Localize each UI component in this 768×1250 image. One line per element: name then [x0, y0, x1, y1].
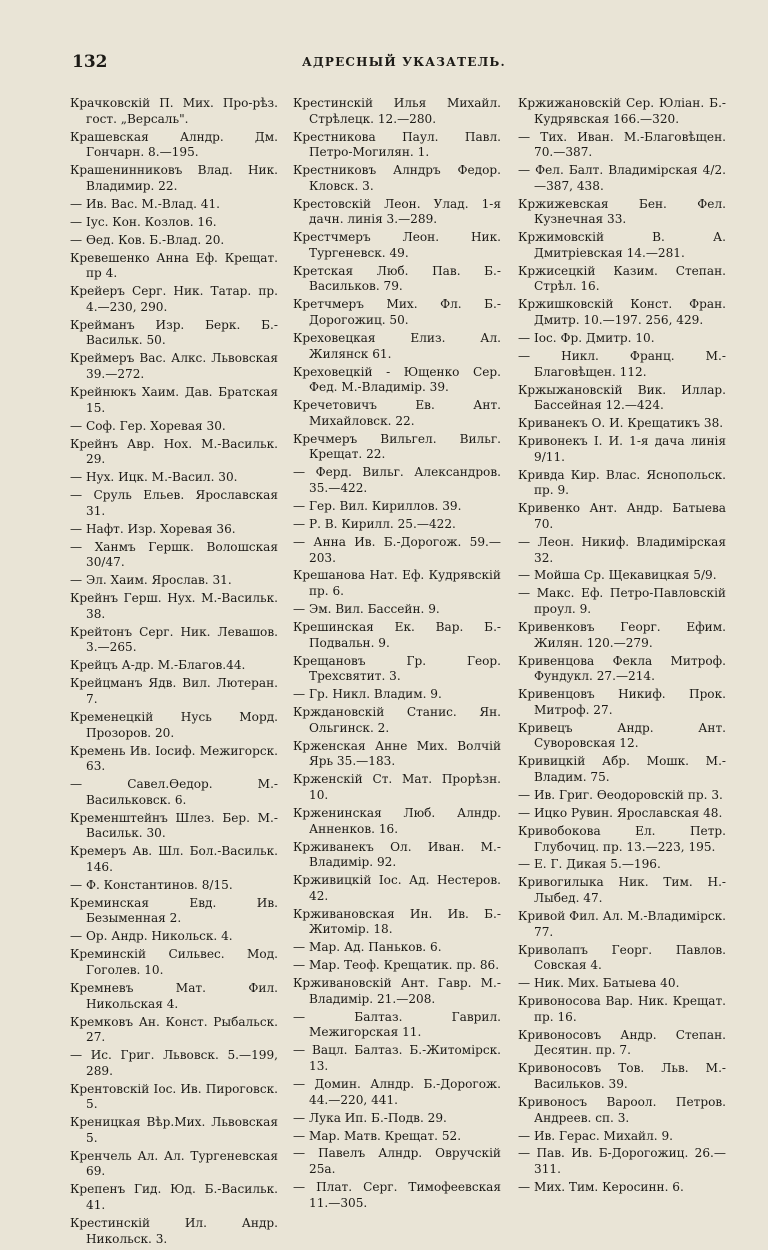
directory-entry: Кречетовичъ Ев. Ант. Михайловск. 22. [293, 398, 501, 428]
directory-entry: — Мар. Ад. Паньков. 6. [293, 940, 442, 955]
directory-entry: — Эм. Вил. Бассейн. 9. [293, 602, 440, 617]
directory-entry: Кремеръ Ав. Шл. Бол.-Васильк. 146. [70, 844, 278, 874]
directory-entry: — Ис. Григ. Львовск. 5.—199, 289. [70, 1048, 278, 1078]
directory-entry: Крейманъ Изр. Берк. Б.-Васильк. 50. [70, 317, 278, 348]
directory-entry: Кривобокова Ел. Петр. Глубочиц. пр. 13.—223, 195. [518, 823, 726, 854]
directory-entry: Кривой Фил. Ал. М.-Владимірск. 77. [518, 909, 726, 939]
directory-entry: Кривицкій Абр. Мошк. М.-Владим. 75. [518, 754, 726, 784]
directory-entry: Кривенко Ант. Андр. Батыева 70. [518, 501, 726, 531]
directory-entry: Крживановская Ин. Ив. Б.-Житомір. 18. [293, 906, 501, 937]
directory-entry: Кривоносовъ Тов. Льв. М.-Васильков. 39. [518, 1061, 726, 1091]
directory-entry: — Пав. Ив. Б-Дорогожиц. 26.—311. [518, 1146, 726, 1177]
directory-entry: Кривецъ Андр. Ант. Суворовская 12. [518, 720, 726, 751]
directory-entry: Крещановъ Гр. Геор. Трехсвятит. 3. [293, 653, 501, 684]
directory-entry: — Ханмъ Гершк. Волошская 30/47. [70, 539, 278, 570]
directory-entry: Креховецкій - Ющенко Сер. Фед. М.-Владимір. 39. [293, 364, 501, 395]
directory-entry: Кржыжановскій Вик. Иллар. Бассейная 12.—424. [518, 382, 726, 413]
directory-entry: Крейцманъ Ядв. Вил. Лютеран. 7. [70, 676, 278, 706]
directory-entry: Крейеръ Серг. Ник. Татар. пр. 4.—230, 290. [70, 284, 278, 314]
directory-entry: — Ицко Рувин. Ярославская 48. [518, 805, 723, 820]
directory-entry: — Ор. Андр. Никольск. 4. [70, 929, 233, 944]
column-2 [293, 96, 501, 1214]
directory-entry: — Гер. Вил. Кириллов. 39. [293, 498, 462, 513]
directory-entry: Кржишковскій Конст. Фран. Дмитр. 10.—197. 256, 429. [518, 297, 726, 328]
directory-entry: — Лука Ип. Б.-Подв. 29. [293, 1110, 447, 1125]
directory-entry: Кривенковъ Георг. Ефим. Жилян. 120.—279. [518, 620, 726, 650]
directory-entry: — Ив. Григ. Ѳеодоровскій пр. 3. [518, 787, 723, 802]
directory-entry: Крентовскій Іос. Ив. Пироговск. 5. [70, 1081, 278, 1112]
directory-entry: Креницкая Вѣр.Мих. Львовская 5. [70, 1115, 278, 1145]
directory-entry: — Мар. Теоф. Крещатик. пр. 86. [293, 958, 500, 973]
directory-entry: Кржимовскій В. А. Дмитріевская 14.—281. [518, 230, 726, 260]
directory-entry: Кржижевская Бен. Фел. Кузнечная 33. [518, 196, 726, 227]
running-title: АДРЕСНЫЙ УКАЗАТЕЛЬ. [302, 55, 506, 69]
directory-entry: Кривенцова Фекла Митроф. Фундукл. 27.—214. [518, 653, 726, 684]
directory-entry: Кржисецкій Казим. Степан. Стрѣл. 16. [518, 263, 726, 294]
directory-entry: Креминскій Сильвес. Мод. Гоголев. 10. [70, 947, 278, 977]
directory-entry: Кременштейнъ Шлез. Бер. М.-Васильк. 30. [70, 810, 278, 841]
directory-entry: — Балтаз. Гаврил. Межигорская 11. [293, 1009, 501, 1040]
directory-entry: Кржижановскій Сер. Юліан. Б.-Кудрявская 166.—320. [518, 96, 726, 126]
directory-entry: — Тих. Иван. М.-Благовѣщен. 70.—387. [518, 129, 726, 160]
directory-entry: Крачковскій П. Мих. Про-рѣз. гост. „Версаль". [70, 96, 278, 126]
directory-entry: — Ив. Герас. Михайл. 9. [518, 1128, 674, 1143]
directory-entry: — Гр. Никл. Владим. 9. [293, 687, 442, 702]
directory-entry: Кривоносовъ Андр. Степан. Десятин. пр. 7. [518, 1027, 726, 1058]
directory-entry: — Е. Г. Дикая 5.—196. [518, 857, 661, 872]
directory-entry: Кривенцовъ Никиф. Прок. Митроф. 27. [518, 687, 726, 717]
directory-entry: — Іус. Кон. Козлов. 16. [70, 214, 217, 229]
directory-entry: Кретская Люб. Пав. Б.-Васильков. 79. [293, 263, 501, 294]
directory-entry: Кривда Кир. Влас. Яснопольск. пр. 9. [518, 467, 726, 498]
directory-entry: Крестчмеръ Леон. Ник. Тургеневск. 49. [293, 230, 501, 260]
directory-entry: — Макс. Еф. Петро-Павловскій проул. 9. [518, 586, 726, 617]
directory-entry: Креймеръ Вас. Алкс. Львовская 39.—272. [70, 351, 278, 382]
directory-entry: — Сруль Ельев. Ярославская 31. [70, 488, 278, 518]
directory-entry: Криванекъ О. И. Крещатикъ 38. [518, 416, 724, 431]
directory-entry: Криволапъ Георг. Павлов. Совская 4. [518, 942, 726, 973]
page-number: 132 [72, 52, 108, 72]
directory-entry: Крепенъ Гид. Юд. Б.-Васильк. 41. [70, 1182, 278, 1213]
directory-entry: — Анна Ив. Б.-Дорогож. 59.—203. [293, 534, 501, 565]
directory-entry: Кривогилыка Ник. Тим. Н.-Лыбед. 47. [518, 875, 726, 906]
directory-entry: — Мар. Матв. Крещат. 52. [293, 1128, 462, 1143]
directory-entry: — Павелъ Алндр. Овручскій 25а. [293, 1146, 501, 1177]
directory-entry: — Никл. Франц. М.-Благовѣщен. 112. [518, 349, 726, 379]
directory-entry: — Плат. Серг. Тимофеевская 11.—305. [293, 1180, 501, 1210]
directory-entry: Крестниковъ Алндръ Федор. Кловск. 3. [293, 163, 501, 193]
directory-entry: — Ферд. Вильг. Александров. 35.—422. [293, 465, 501, 495]
column-3 [518, 96, 726, 1198]
directory-entry: Крашенинниковъ Влад. Ник. Владимир. 22. [70, 163, 278, 193]
directory-entry: Кремковъ Ан. Конст. Рыбальск. 27. [70, 1014, 278, 1045]
directory-entry: Крестникова Пaул. Павл. Петро-Могилян. 1. [293, 129, 501, 160]
directory-entry: — Ѳед. Ков. Б.-Влад. 20. [70, 232, 225, 247]
directory-entry: Крашевская Алндр. Дм. Гончарн. 8.—195. [70, 129, 278, 160]
directory-entry: Крешанова Нат. Еф. Кудрявскій пр. 6. [293, 568, 501, 599]
directory-entry: — Вацл. Балтаз. Б.-Житомірск. 13. [293, 1043, 501, 1073]
directory-entry: Крейнюкъ Хаим. Дав. Братская 15. [70, 385, 278, 415]
directory-entry: Крестинскій Ил. Андр. Никольск. 3. [70, 1216, 278, 1246]
directory-entry: — Нух. Ицк. М.-Васил. 30. [70, 470, 238, 485]
directory-entry: — Савел.Ѳедор. М.-Васильковск. 6. [70, 777, 278, 807]
directory-entry: Креховецкая Елиз. Ал. Жилянск 61. [293, 331, 501, 361]
directory-entry: Крженская Анне Мих. Волчій Ярь 35.—183. [293, 738, 501, 769]
directory-entry: — Леон. Никиф. Владимірская 32. [518, 534, 726, 565]
directory-entry: — Іос. Фр. Дмитр. 10. [518, 331, 655, 346]
directory-entry: — Р. В. Кирилл. 25.—422. [293, 516, 456, 531]
directory-entry: — Фел. Балт. Владимірская 4/2.—387, 438. [518, 163, 726, 193]
directory-entry: Креминская Евд. Ив. Безыменная 2. [70, 895, 278, 926]
directory-entry: — Нафт. Изр. Хоревая 36. [70, 521, 236, 536]
directory-entry: — Домин. Алндр. Б.-Дорогож. 44.—220, 441. [293, 1076, 501, 1107]
directory-entry: — Соф. Гер. Хоревая 30. [70, 418, 226, 433]
directory-entry: — Эл. Хаим. Ярослав. 31. [70, 573, 232, 588]
column-1 [70, 96, 278, 1250]
directory-entry: — Ф. Константинов. 8/15. [70, 877, 233, 892]
directory-entry: Крейтонъ Серг. Ник. Левашов. 3.—265. [70, 624, 278, 655]
directory-entry: Крждановскій Станис. Ян. Ольгинск. 2. [293, 705, 501, 735]
directory-entry: Крживановскій Ант. Гавр. М.-Владимір. 21.—208. [293, 976, 501, 1006]
directory-entry: Крживицкій Іос. Ад. Нестеров. 42. [293, 873, 501, 903]
directory-entry: Кременецкій Нусь Морд. Прозоров. 20. [70, 709, 278, 740]
directory-entry: Крейцъ А-др. М.-Благов.44. [70, 658, 246, 673]
directory-entry: Кревешенко Анна Еф. Крещат. пр 4. [70, 250, 278, 281]
directory-entry: — Мих. Тим. Керосинн. 6. [518, 1180, 684, 1195]
directory-entry: Кремень Ив. Іосиф. Межигорск. 63. [70, 743, 278, 774]
directory-entry: Крешинская Ек. Вар. Б.-Подвальн. 9. [293, 620, 501, 650]
directory-entry: Крживанекъ Ол. Иван. М.-Владимір. 92. [293, 839, 501, 870]
directory-entry: Крестовскій Леон. Улад. 1-я дачн. линія 3.—289. [293, 196, 501, 227]
directory-entry: Кренчель Ал. Ал. Тургеневская 69. [70, 1148, 278, 1179]
directory-entry: — Мойша Ср. Щекавицкая 5/9. [518, 568, 717, 583]
directory-entry: Кривоносъ Вароол. Петров. Андреев. сп. 3. [518, 1094, 726, 1125]
directory-entry: Кривоносова Вар. Ник. Крещат. пр. 16. [518, 994, 726, 1024]
directory-entry: Крейнъ Герш. Нух. М.-Васильк. 38. [70, 591, 278, 621]
directory-entry: Кречмеръ Вильгел. Вильг. Крещат. 22. [293, 431, 501, 462]
page-header [72, 52, 728, 76]
directory-entry: — Ник. Мих. Батыева 40. [518, 976, 680, 991]
directory-entry: Кривонекъ І. И. 1-я дача линія 9/11. [518, 434, 726, 464]
directory-entry: Крженинская Люб. Алндр. Анненков. 16. [293, 805, 501, 836]
directory-entry: Кретчмеръ Мих. Фл. Б.-Дорогожиц. 50. [293, 297, 501, 328]
directory-entry: Крейнъ Авр. Нох. М.-Васильк. 29. [70, 436, 278, 467]
directory-entry: Крженскій Ст. Мат. Прорѣзн. 10. [293, 772, 501, 802]
directory-entry: — Ив. Вас. М.-Влад. 41. [70, 196, 221, 211]
directory-entry: Крестинскій Илья Михайл. Стрѣлецк. 12.—280. [293, 96, 501, 126]
directory-entry: Кремневъ Мат. Фил. Никольская 4. [70, 980, 278, 1011]
